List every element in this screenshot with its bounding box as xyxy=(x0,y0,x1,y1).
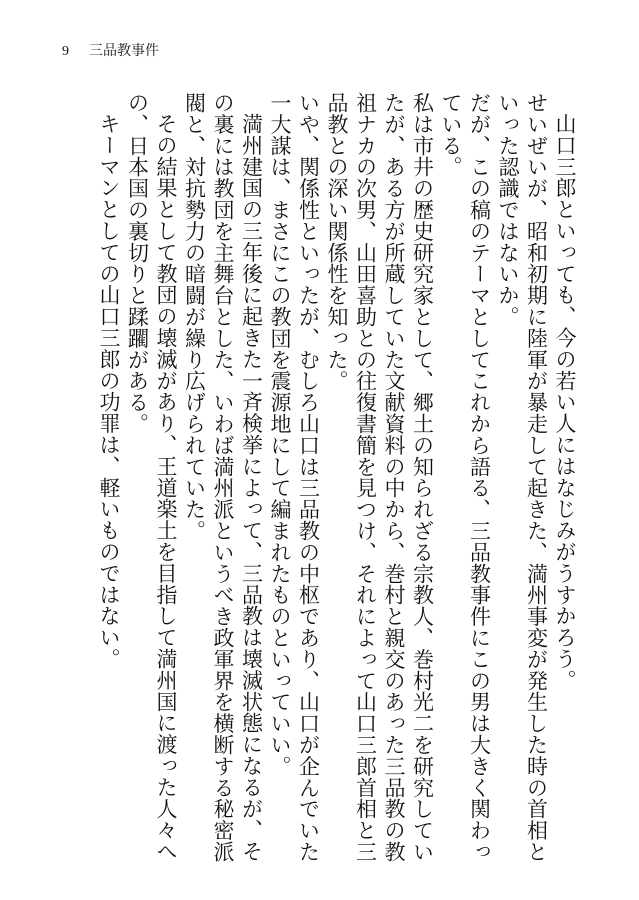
paragraph: いや、関係性といったが、むしろ山口は三品教の中枢であり、山口が企んでいた一大謀は、まさにこの教団を震源地にして編まれたものといっていい。 xyxy=(268,92,321,863)
paragraph: 山口三郎といっても、今の若い人にはなじみがうすかろう。 xyxy=(553,113,577,691)
paragraph: キーマンとしての山口三郎の功罪は、軽いものではない。 xyxy=(97,113,121,670)
page-header xyxy=(62,40,159,60)
paragraph: せいぜいが、昭和初期に陸軍が暴走して起きた、満州事変が発生した時の首相といった認識ではないか。 xyxy=(496,92,549,863)
running-title: 三品教事件 xyxy=(89,43,159,59)
paragraph: その結果として教団の壊滅があり、王道楽土を目指して満州国に渡った人々への、日本国の裏切りと蹂躙がある。 xyxy=(125,92,178,862)
paragraph: 満州建国の三年後に起きた一斉検挙によって、三品教は壊滅状態になるが、その裏には教団を主舞台とした、いわば満州派というべき政軍界を横断する秘密派閥と、対抗勢力の暗闘が繰り広げられていた。 xyxy=(182,92,264,863)
paragraph: だが、この稿のテーマとしてこれから語る、三品教事件にこの男は大きく関わっている。 xyxy=(439,92,492,863)
paragraph: 私は市井の歴史研究家として、郷土の知られざる宗教人、巻村光二を研究していたが、ある方が所蔵していた文献資料の中から、巻村と親交のあった三品教の教祖ナカの次男、山田喜助との往復書簡を見つけ、それによって山口三郎首相と三品教との深い関係性を知った。 xyxy=(325,92,435,863)
body-text xyxy=(59,92,579,872)
page-number: 9 xyxy=(62,44,69,59)
